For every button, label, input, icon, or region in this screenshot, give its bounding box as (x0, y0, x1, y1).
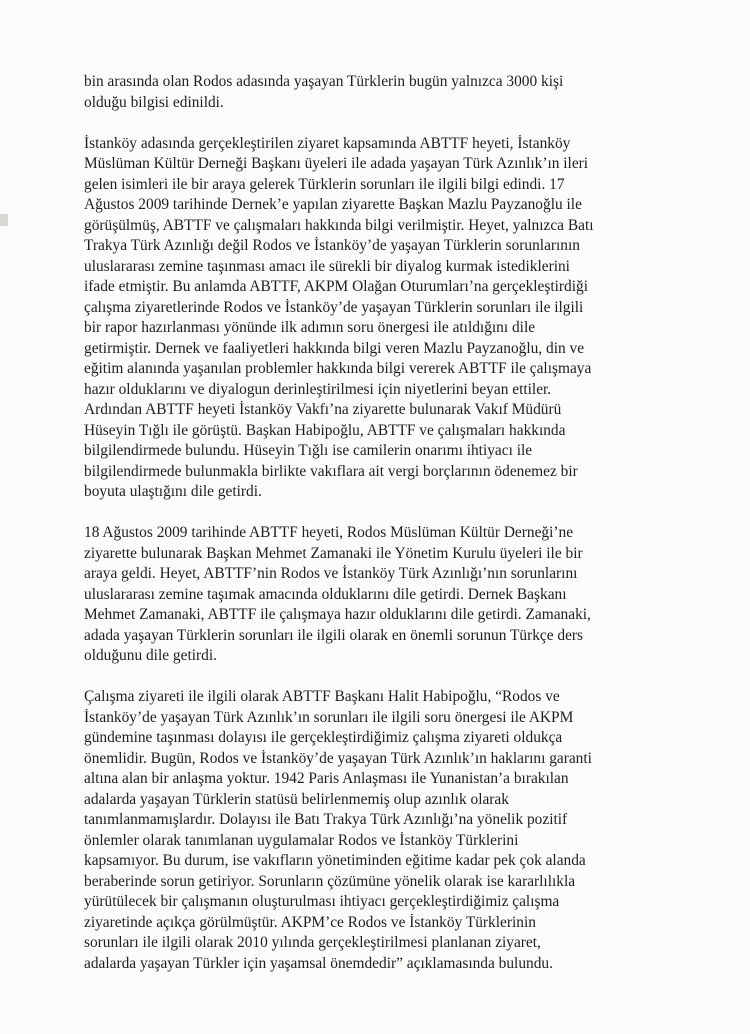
text-line: altına alan bir anlaşma yoktur. 1942 Paris Anlaşması ile Yunanistan’a bırakılan (84, 770, 569, 787)
text-line: gündemine taşınması dolayısı ile gerçekleştirdiğimiz çalışma ziyareti oldukça (84, 729, 563, 746)
text-line: ziyarette bulunarak Başkan Mehmet Zamanaki ile Yönetim Kurulu üyeleri ile bir (84, 544, 583, 562)
text-line: olduğu bilgisi edinildi. (84, 93, 224, 111)
text-line: Mehmet Zamanaki, ABTTF ile çalışmaya hazır olduklarını dile getirdi. Zamanaki, (84, 606, 591, 623)
paragraph-3 (84, 523, 724, 667)
text-line: İstanköy adasında gerçekleştirilen ziyaret kapsamında ABTTF heyeti, İstanköy (84, 134, 571, 152)
scan-edge-mark (0, 214, 8, 226)
text-line: 18 Ağustos 2009 tarihinde ABTTF heyeti, Rodos Müslüman Kültür Derneği’ne (84, 524, 574, 541)
text-line: tanımlanmamışlardır. Dolayısı ile Batı Trakya Türk Azınlığı’na yönelik pozitif (84, 811, 568, 828)
text-line: beraberinde sorun getiriyor. Sorunların çözümüne yönelik olarak ise kararlılıkla (84, 872, 576, 890)
text-line: bir rapor hazırlanması yönünde ilk adımın soru önergesi ile atıldığını dile (84, 319, 536, 336)
paragraph-4 (84, 687, 724, 974)
text-line: çalışma ziyaretlerinde Rodos ve İstanköy’de yaşayan Türklerin sorunları ile ilgili (84, 298, 584, 316)
text-line: yürütülecek bir çalışmanın oluşturulması ihtiyacı gerçekleştirdiğimiz çalışma (84, 893, 560, 910)
text-line: görüşülmüş, ABTTF ve çalışmaları hakkında bilgi verilmiştir. Heyet, yalnızca Batı (84, 216, 594, 234)
paragraph-1 (84, 72, 724, 113)
document-body (84, 72, 724, 995)
text-line: araya geldi. Heyet, ABTTF’nin Rodos ve İstanköy Türk Azınlığı’nın sorunlarını (84, 565, 578, 582)
text-line: İstanköy’de yaşayan Türk Azınlık’ın sorunları ile ilgili soru önergesi ile AKPM (84, 708, 574, 726)
text-line: Müslüman Kültür Derneği Başkanı üyeleri ile adada yaşayan Türk Azınlık’ın ileri (84, 155, 589, 172)
text-line: gelen isimleri ile bir araya gelerek Türklerin sorunları ile ilgili bilgi edindi. 17 (84, 175, 565, 193)
text-line: adalarda yaşayan Türkler için yaşamsal önemdedir” açıklamasında bulundu. (84, 954, 553, 972)
text-line: ifade etmiştir. Bu anlamda ABTTF, AKPM Olağan Oturumları’na gerçekleştirdiği (84, 278, 588, 295)
text-line: önlemler olarak tanımlanan uygulamalar Rodos ve İstanköy Türklerini (84, 831, 519, 849)
text-line: Hüseyin Tığlı ile görüştü. Başkan Habipoğlu, ABTTF ve çalışmaları hakkında (84, 421, 566, 439)
text-line: Ardından ABTTF heyeti İstanköy Vakfı’na ziyarette bulunarak Vakıf Müdürü (84, 401, 562, 418)
text-line: eğitim alanında yaşanılan problemler hakkında bilgi vererek ABTTF ile çalışmaya (84, 360, 592, 377)
text-line: sorunları ile ilgili olarak 2010 yılında gerçekleştirilmesi planlanan ziyaret, (84, 934, 541, 951)
text-line: Çalışma ziyareti ile ilgili olarak ABTTF Başkanı Halit Habipoğlu, “Rodos ve (84, 688, 560, 705)
text-line: bilgilendirmede bulunmakla birlikte vakıflara ait vergi borçlarının ödenemez bir (84, 462, 578, 480)
text-line: uluslararası zemine taşınması amacı ile sürekli bir diyalog kurmak istediklerini (84, 257, 570, 275)
text-line: hazır olduklarını ve diyalogun derinleştirilmesi için niyetlerini beyan ettiler. (84, 380, 552, 398)
paragraph-2 (84, 134, 724, 503)
text-line: kapsamıyor. Bu durum, ise vakıfların yönetiminden eğitime kadar pek çok alanda (84, 852, 586, 869)
text-line: bilgilendirmede bulundu. Hüseyin Tığlı ise camilerin onarımı ihtiyacı ile (84, 442, 533, 459)
text-line: bin arasında olan Rodos adasında yaşayan Türklerin bugün yalnızca 3000 kişi (84, 73, 564, 90)
text-line: önemlidir. Bugün, Rodos ve İstanköy’de yaşayan Türk Azınlık’ın haklarını garanti (84, 749, 592, 767)
text-line: getirmiştir. Dernek ve faaliyetleri hakkında bilgi veren Mazlu Payzanoğlu, din ve (84, 339, 585, 357)
text-line: ziyaretinde açıkça görülmüştür. AKPM’ce Rodos ve İstanköy Türklerinin (84, 913, 536, 931)
text-line: boyuta ulaştığını dile getirdi. (84, 483, 262, 500)
text-line: olduğunu dile getirdi. (84, 647, 217, 664)
text-line: adada yaşayan Türklerin sorunları ile ilgili olarak en önemli sorunun Türkçe ders (84, 626, 584, 644)
text-line: Ağustos 2009 tarihinde Dernek’e yapılan ziyarette Başkan Mazlu Payzanoğlu ile (84, 196, 582, 213)
text-line: uluslararası zemine taşımak amacında olduklarını dile getirdi. Dernek Başkanı (84, 585, 567, 603)
text-line: adalarda yaşayan Türklerin statüsü belirlenmemiş olup azınlık olarak (84, 790, 509, 808)
text-line: Trakya Türk Azınlığı değil Rodos ve İstanköy’de yaşayan Türklerin sorunlarının (84, 237, 580, 254)
